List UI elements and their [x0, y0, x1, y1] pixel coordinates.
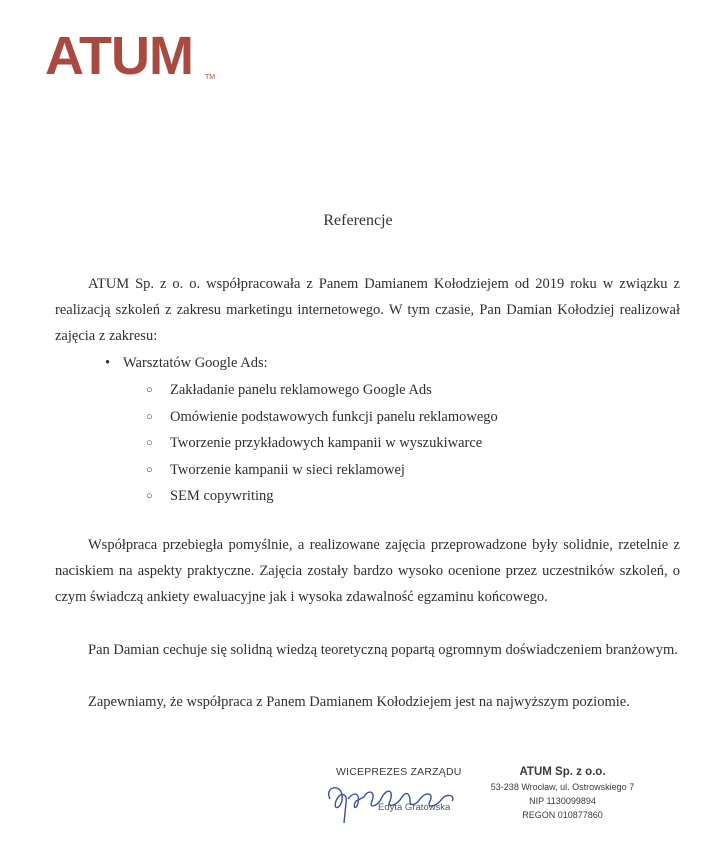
company-regon: REGON 010877860 — [522, 810, 603, 820]
company-address: 53-238 Wrocław, ul. Ostrowskiego 7 — [490, 782, 635, 792]
company-name: ATUM Sp. z o.o. — [519, 766, 606, 778]
paragraph-closing: Zapewniamy, że współpraca z Panem Damianem Kołodziejem jest na najwyższym poziomie. — [88, 694, 630, 710]
paragraph-expertise: Pan Damian cechuje się solidną wiedzą teoretyczną popartą ogromnym doświadczeniem branżowym. — [88, 642, 678, 658]
company-logo — [45, 24, 225, 82]
list-item: ○ Tworzenie kampanii w sieci reklamowej — [146, 457, 498, 484]
list-item: ○ SEM copywriting — [146, 483, 498, 510]
list-item: ○ Zakładanie panelu reklamowego Google Ads — [146, 377, 498, 404]
svg-text:TM: TM — [205, 74, 216, 81]
signatory-role: WICEPREZES ZARZĄDU — [336, 766, 462, 778]
circle-bullet-icon: ○ — [146, 463, 153, 476]
paragraph-intro: ATUM Sp. z o. o. współpracowała z Panem Damianem Kołodziejem od 2019 roku w związku z realizacją szkoleń z zakresu marketingu internetowego. W tym czasie, Pan Damian Kołodziej realizował zajęcia z zakresu: — [55, 276, 680, 344]
paragraph-evaluation: Współpraca przebiegła pomyślnie, a realizowane zajęcia przeprowadzone były solidnie, rzetelnie z naciskiem na aspekty praktyczne. Zajęcia zostały bardzo wysoko ocenione przez uczestników szkoleń, o czym świadczą ankiety ewaluacyjne jak i wysoka zdawalność egzaminu końcowego. — [55, 537, 680, 605]
document-title: Referencje — [323, 212, 393, 229]
list-item: ○ Tworzenie przykładowych kampanii w wyszukiwarce — [146, 430, 498, 457]
sub-list — [146, 377, 498, 510]
company-nip: NIP 1130099894 — [529, 796, 596, 806]
circle-bullet-icon: ○ — [146, 384, 153, 396]
company-stamp — [470, 764, 655, 822]
circle-bullet-icon: ○ — [146, 490, 153, 502]
circle-bullet-icon: ○ — [146, 437, 153, 449]
circle-bullet-icon: ○ — [146, 410, 153, 423]
handwritten-signature — [318, 777, 468, 827]
signatory-stamp-name: Edyta Gratowska — [378, 802, 451, 813]
bullet-item: • Warsztatów Google Ads: — [105, 350, 268, 376]
bullet-icon: • — [105, 355, 111, 371]
svg-text:ATUM: ATUM — [45, 26, 193, 82]
list-item: ○ Omówienie podstawowych funkcji panelu reklamowego — [146, 404, 498, 431]
